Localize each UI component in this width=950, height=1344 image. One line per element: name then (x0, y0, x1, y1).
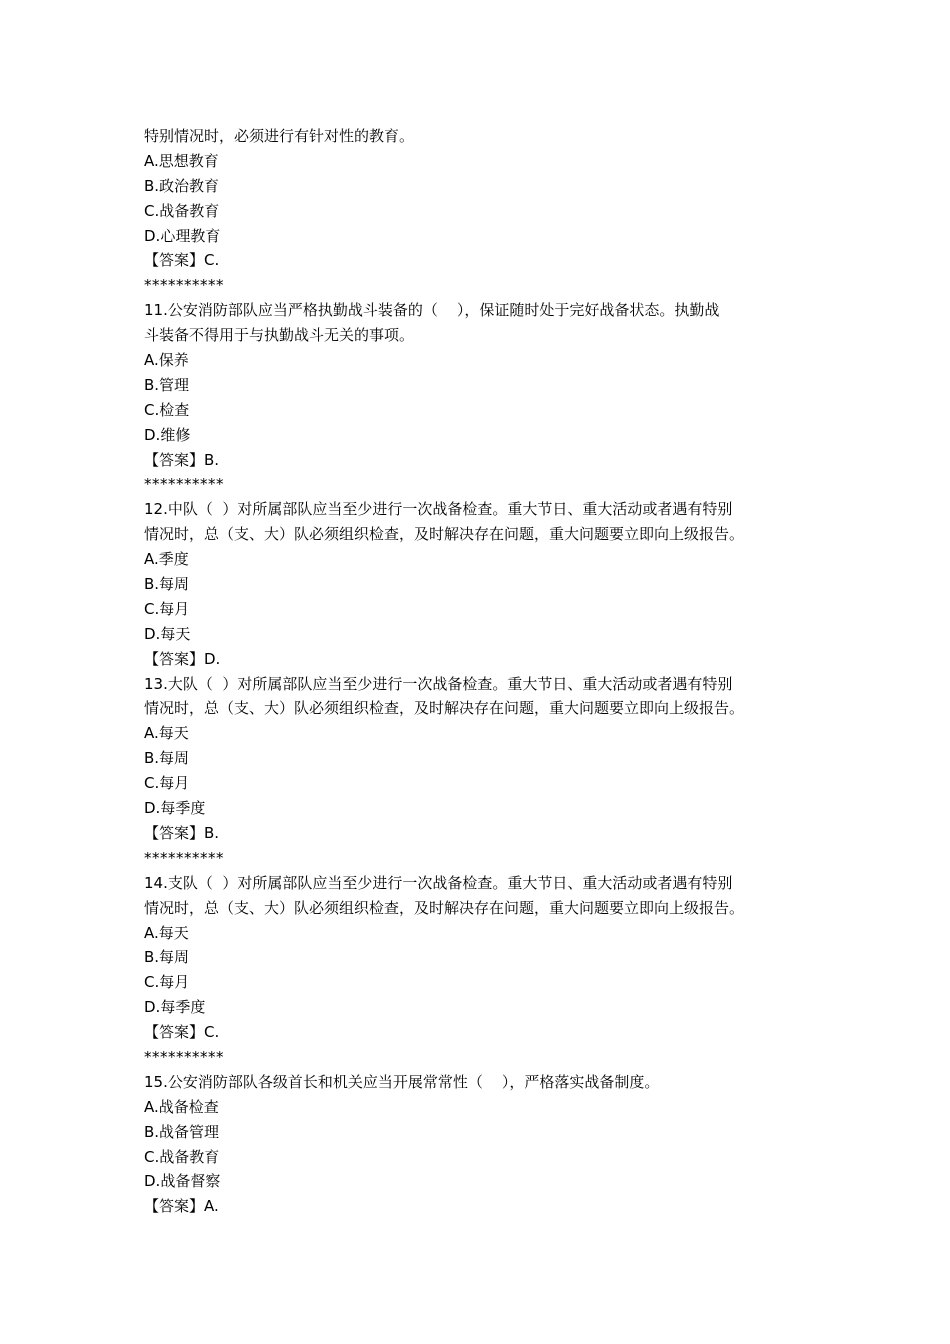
answer-line: 【答案】B. (144, 450, 220, 469)
option-b: B.战备管理 (144, 1122, 220, 1141)
question-14 (144, 871, 814, 1070)
question-text-line: 情况时，总（支、大）队必须组织检查，及时解决存在问题，重大问题要立即向上级报告。 (144, 699, 745, 718)
option-b: B.每周 (144, 948, 190, 967)
question-text-line: 斗装备不得用于与执勤战斗无关的事项。 (144, 326, 415, 345)
document-body (144, 124, 814, 1219)
question-text-line: 13.大队（ ）对所属部队应当至少进行一次战备检查。重大节日、重大活动或者遇有特别 (144, 674, 733, 693)
option-c: C.每月 (144, 973, 190, 992)
answer-line: 【答案】A. (144, 1197, 219, 1216)
option-d: D.维修 (144, 425, 191, 444)
separator: ********** (144, 1047, 224, 1066)
question-text-line: 12.中队（ ）对所属部队应当至少进行一次战备检查。重大节日、重大活动或者遇有特别 (144, 500, 733, 519)
option-b: B.管理 (144, 375, 190, 394)
question-text-line: 情况时，总（支、大）队必须组织检查，及时解决存在问题，重大问题要立即向上级报告。 (144, 898, 745, 917)
option-d: D.心理教育 (144, 226, 221, 245)
answer-line: 【答案】B. (144, 823, 220, 842)
question-text-line: 情况时，总（支、大）队必须组织检查，及时解决存在问题，重大问题要立即向上级报告。 (144, 525, 745, 544)
answer-line: 【答案】D. (144, 649, 221, 668)
question-15 (144, 1070, 814, 1219)
question-text-line: 15.公安消防部队各级首长和机关应当开展常常性（ ），严格落实战备制度。 (144, 1072, 660, 1091)
option-c: C.检查 (144, 400, 190, 419)
option-d: D.战备督察 (144, 1172, 221, 1191)
option-b: B.政治教育 (144, 176, 220, 195)
question-12 (144, 497, 814, 671)
question-text-line: 11.公安消防部队应当严格执勤战斗装备的（ ），保证随时处于完好战备状态。执勤战 (144, 301, 720, 320)
option-a: A.保养 (144, 351, 189, 370)
option-c: C.战备教育 (144, 1147, 220, 1166)
option-d: D.每季度 (144, 799, 206, 818)
option-b: B.每周 (144, 749, 190, 768)
question-text-line: 14.支队（ ）对所属部队应当至少进行一次战备检查。重大节日、重大活动或者遇有特别 (144, 873, 733, 892)
option-b: B.每周 (144, 575, 190, 594)
question-13 (144, 672, 814, 871)
option-c: C.每月 (144, 599, 190, 618)
answer-line: 【答案】C. (144, 251, 220, 270)
option-a: A.每天 (144, 724, 189, 743)
option-c: C.战备教育 (144, 201, 220, 220)
option-d: D.每季度 (144, 998, 206, 1017)
separator: ********** (144, 848, 224, 867)
option-d: D.每天 (144, 624, 191, 643)
option-c: C.每月 (144, 774, 190, 793)
question-10-tail (144, 124, 814, 298)
separator: ********** (144, 475, 224, 494)
option-a: A.思想教育 (144, 151, 219, 170)
question-text-line: 特别情况时，必须进行有针对性的教育。 (144, 127, 415, 145)
option-a: A.每天 (144, 923, 189, 942)
separator: ********** (144, 276, 224, 295)
option-a: A.季度 (144, 550, 189, 569)
option-a: A.战备检查 (144, 1097, 219, 1116)
question-11 (144, 298, 814, 497)
answer-line: 【答案】C. (144, 1023, 220, 1042)
